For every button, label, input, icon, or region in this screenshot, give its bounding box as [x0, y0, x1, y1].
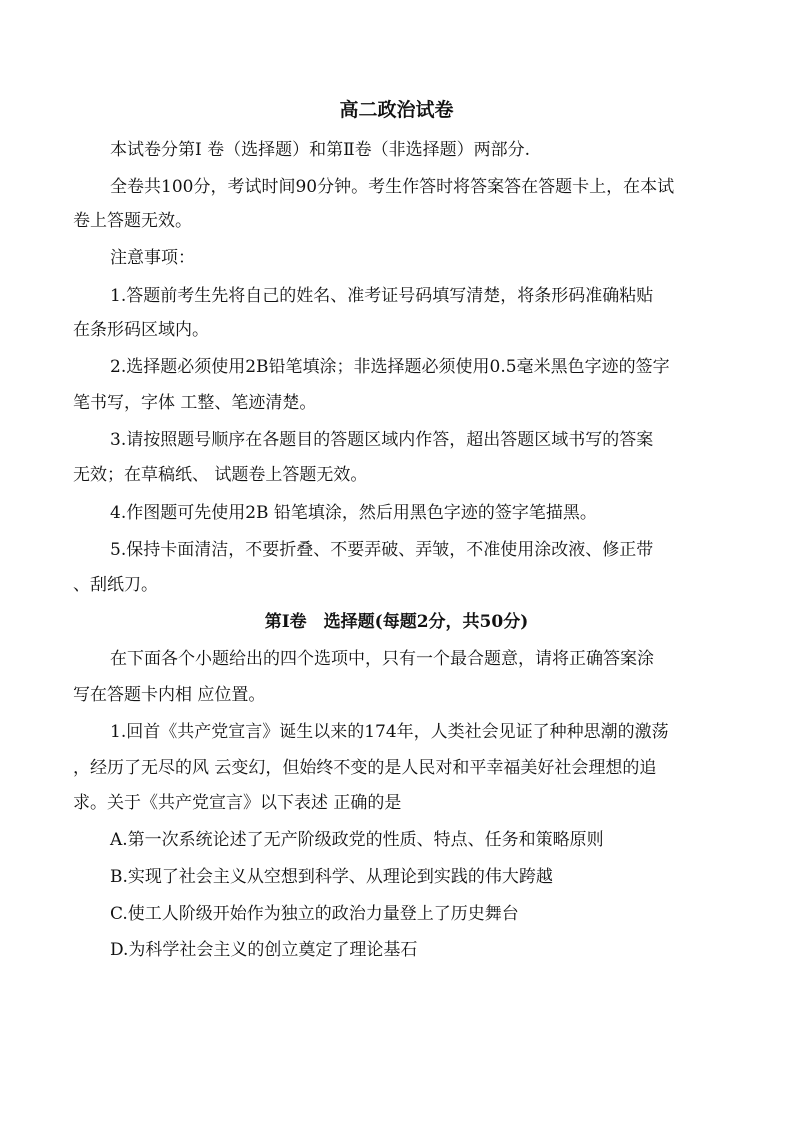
answer-option-d: D.为科学社会主义的创立奠定了理论基石 [110, 940, 418, 960]
exam-title: 高二政治试卷 [339, 99, 454, 121]
notice-item: 4.作图题可先使用2B 铅笔填涂，然后用黑色字迹的签字笔描黑。 [110, 503, 597, 523]
question-stem: 求。关于《共产党宣言》以下表述 正确的是 [73, 793, 402, 813]
answer-option-c: C.使工人阶级开始作为独立的政治力量登上了历史舞台 [110, 904, 519, 924]
notice-heading: 注意事项： [110, 248, 195, 268]
notice-item: 在条形码区域内。 [73, 320, 209, 340]
question-stem: 1.回首《共产党宣言》诞生以来的174年，人类社会见证了种种思潮的激荡 [110, 722, 669, 742]
notice-item: 3.请按照题号顺序在各题目的答题区域内作答，超出答题区域书写的答案 [110, 430, 654, 450]
notice-item: 无效；在草稿纸、 试题卷上答题无效。 [73, 465, 368, 485]
answer-option-a: A.第一次系统论述了无产阶级政党的性质、特点、任务和策略原则 [110, 830, 604, 850]
notice-item: 、刮纸刀。 [73, 575, 158, 595]
section-instruction: 在下面各个小题给出的四个选项中，只有一个最合题意，请将正确答案涂 [110, 649, 654, 669]
question-stem: ，经历了无尽的风 云变幻，但始终不变的是人民对和平幸福美好社会理想的追 [73, 758, 657, 778]
notice-item: 5.保持卡面清洁，不要折叠、不要弄破、弄皱，不准使用涂改液、修正带 [110, 540, 654, 560]
answer-option-b: B.实现了社会主义从空想到科学、从理论到实践的伟大跨越 [110, 867, 553, 887]
section-heading: 第Ⅰ卷 选择题(每题2分，共50分) [264, 612, 529, 632]
notice-item: 笔书写，字体 工整、笔迹清楚。 [73, 393, 317, 413]
intro-line: 全卷共100分，考试时间90分钟。考生作答时将答案答在答题卡上，在本试 [110, 177, 675, 197]
notice-item: 1.答题前考生先将自己的姓名、准考证号码填写清楚，将条形码准确粘贴 [110, 286, 654, 306]
notice-item: 2.选择题必须使用2B铅笔填涂；非选择题必须使用0.5毫米黑色字迹的签字 [110, 357, 670, 377]
intro-line: 卷上答题无效。 [73, 211, 192, 231]
intro-line: 本试卷分第Ⅰ 卷（选择题）和第Ⅱ卷（非选择题）两部分. [110, 140, 531, 160]
section-instruction: 写在答题卡内相 应位置。 [73, 685, 266, 705]
